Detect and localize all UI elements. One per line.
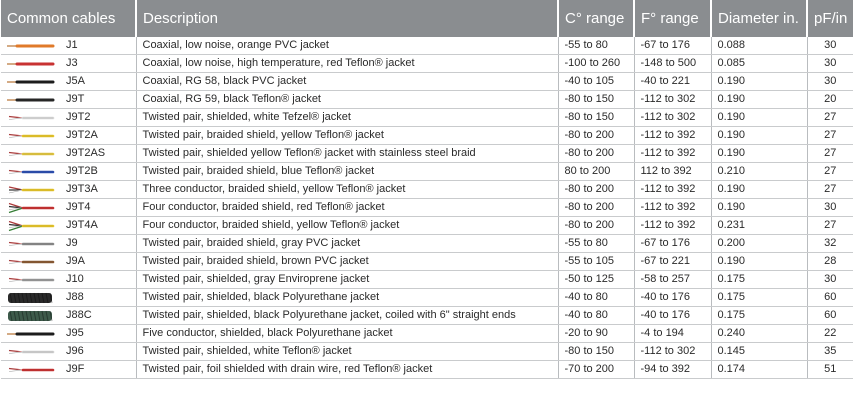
cell-diameter: 0.085 — [711, 55, 807, 73]
coiled-green-icon — [5, 307, 55, 324]
cable-code: J9T — [66, 93, 85, 105]
cell-f-range: -67 to 176 — [634, 37, 711, 55]
cell-c-range: -80 to 200 — [558, 217, 634, 235]
cell-description: Twisted pair, braided shield, blue Teflon® jacket — [136, 163, 558, 181]
cell-pf: 30 — [807, 73, 853, 91]
cell-pf: 60 — [807, 289, 853, 307]
cable-code: J9 — [66, 237, 78, 249]
cell-f-range: -112 to 392 — [634, 199, 711, 217]
twisted-pair-red-icon — [5, 361, 55, 378]
cell-pf: 60 — [807, 307, 853, 325]
cell-cable — [1, 37, 136, 55]
coax-orange-icon — [5, 37, 55, 54]
cell-cable — [1, 271, 136, 289]
cell-f-range: -67 to 221 — [634, 253, 711, 271]
cell-pf: 20 — [807, 91, 853, 109]
table-row — [1, 217, 853, 235]
cable-code: J88 — [66, 291, 84, 303]
table-row — [1, 307, 853, 325]
table-header-row — [1, 0, 853, 37]
cell-description: Twisted pair, braided shield, yellow Teflon® jacket — [136, 127, 558, 145]
cell-f-range: -112 to 302 — [634, 109, 711, 127]
cell-pf: 30 — [807, 55, 853, 73]
twisted-pair-blue-icon — [5, 163, 55, 180]
cell-pf: 27 — [807, 145, 853, 163]
cell-f-range: -4 to 194 — [634, 325, 711, 343]
cell-cable — [1, 361, 136, 379]
cell-c-range: -40 to 80 — [558, 289, 634, 307]
cell-f-range: 112 to 392 — [634, 163, 711, 181]
twisted-pair-brown-icon — [5, 253, 55, 270]
cell-c-range: -80 to 200 — [558, 127, 634, 145]
coiled-black-icon — [5, 289, 55, 306]
cell-c-range: -80 to 150 — [558, 91, 634, 109]
table-row — [1, 181, 853, 199]
cell-c-range: -100 to 260 — [558, 55, 634, 73]
cell-pf: 28 — [807, 253, 853, 271]
cell-description: Coaxial, RG 59, black Teflon® jacket — [136, 91, 558, 109]
cell-description: Twisted pair, shielded, white Tefzel® jacket — [136, 109, 558, 127]
cell-description: Twisted pair, braided shield, brown PVC jacket — [136, 253, 558, 271]
cell-f-range: -112 to 392 — [634, 145, 711, 163]
cell-description: Coaxial, low noise, high temperature, red Teflon® jacket — [136, 55, 558, 73]
cable-code: J9T2A — [66, 129, 98, 141]
cable-code: J95 — [66, 327, 84, 339]
cell-description: Twisted pair, braided shield, gray PVC jacket — [136, 235, 558, 253]
cell-description: Twisted pair, shielded, black Polyurethane jacket — [136, 289, 558, 307]
cell-diameter: 0.190 — [711, 181, 807, 199]
cable-code: J9T4A — [66, 219, 98, 231]
cell-c-range: -70 to 200 — [558, 361, 634, 379]
cell-diameter: 0.190 — [711, 253, 807, 271]
cell-description: Five conductor, shielded, black Polyurethane jacket — [136, 325, 558, 343]
cell-pf: 27 — [807, 163, 853, 181]
twisted-pair-yellow-icon — [5, 127, 55, 144]
cell-f-range: -112 to 392 — [634, 181, 711, 199]
cell-diameter: 0.231 — [711, 217, 807, 235]
cable-code: J9T2 — [66, 111, 91, 123]
cell-diameter: 0.210 — [711, 163, 807, 181]
cable-code: J9T4 — [66, 201, 91, 213]
table-row — [1, 37, 853, 55]
cell-pf: 27 — [807, 109, 853, 127]
cell-pf: 30 — [807, 37, 853, 55]
cell-diameter: 0.174 — [711, 361, 807, 379]
cell-cable — [1, 325, 136, 343]
cell-pf: 30 — [807, 199, 853, 217]
cell-description: Four conductor, braided shield, yellow Teflon® jacket — [136, 217, 558, 235]
header-c-range: C° range — [558, 0, 634, 37]
four-conductor-red-icon — [5, 199, 55, 216]
cell-cable — [1, 181, 136, 199]
cell-cable — [1, 109, 136, 127]
cell-description: Twisted pair, shielded yellow Teflon® jacket with stainless steel braid — [136, 145, 558, 163]
cell-c-range: -55 to 80 — [558, 235, 634, 253]
twisted-pair-white-icon — [5, 343, 55, 360]
table-row — [1, 55, 853, 73]
cell-cable — [1, 145, 136, 163]
cell-description: Coaxial, RG 58, black PVC jacket — [136, 73, 558, 91]
cable-code: J3 — [66, 57, 78, 69]
cell-cable — [1, 289, 136, 307]
cell-cable — [1, 217, 136, 235]
cell-description: Twisted pair, shielded, white Teflon® jacket — [136, 343, 558, 361]
cell-c-range: -80 to 200 — [558, 181, 634, 199]
cell-cable — [1, 235, 136, 253]
cell-f-range: -94 to 392 — [634, 361, 711, 379]
cell-pf: 32 — [807, 235, 853, 253]
cell-description: Coaxial, low noise, orange PVC jacket — [136, 37, 558, 55]
table-row — [1, 235, 853, 253]
coax-black-icon — [5, 73, 55, 90]
cell-f-range: -40 to 176 — [634, 289, 711, 307]
cell-pf: 27 — [807, 217, 853, 235]
cell-diameter: 0.190 — [711, 199, 807, 217]
cell-f-range: -112 to 302 — [634, 343, 711, 361]
cell-f-range: -67 to 176 — [634, 235, 711, 253]
twisted-pair-gray-icon — [5, 235, 55, 252]
cell-description: Twisted pair, shielded, gray Enviroprene jacket — [136, 271, 558, 289]
cell-cable — [1, 253, 136, 271]
cell-description: Twisted pair, foil shielded with drain wire, red Teflon® jacket — [136, 361, 558, 379]
cable-code: J9A — [66, 255, 85, 267]
cell-cable — [1, 307, 136, 325]
cell-cable — [1, 73, 136, 91]
cell-cable — [1, 55, 136, 73]
table-row — [1, 343, 853, 361]
table-row — [1, 325, 853, 343]
cell-f-range: -40 to 221 — [634, 73, 711, 91]
cell-diameter: 0.240 — [711, 325, 807, 343]
cell-c-range: -40 to 105 — [558, 73, 634, 91]
cell-c-range: -40 to 80 — [558, 307, 634, 325]
table-row — [1, 289, 853, 307]
cell-diameter: 0.190 — [711, 109, 807, 127]
cell-pf: 27 — [807, 181, 853, 199]
four-conductor-yellow-icon — [5, 217, 55, 234]
cell-diameter: 0.088 — [711, 37, 807, 55]
cell-c-range: -80 to 200 — [558, 145, 634, 163]
coax-red-icon — [5, 55, 55, 72]
cell-f-range: -112 to 392 — [634, 217, 711, 235]
cell-cable — [1, 163, 136, 181]
cell-cable — [1, 343, 136, 361]
header-diameter: Diameter in. — [711, 0, 807, 37]
cell-pf: 22 — [807, 325, 853, 343]
header-common-cables: Common cables — [1, 0, 136, 37]
cell-c-range: -50 to 125 — [558, 271, 634, 289]
cell-c-range: -80 to 150 — [558, 343, 634, 361]
cell-diameter: 0.145 — [711, 343, 807, 361]
cell-pf: 30 — [807, 271, 853, 289]
table-row — [1, 199, 853, 217]
cable-code: J5A — [66, 75, 85, 87]
cable-code: J1 — [66, 39, 78, 51]
cell-f-range: -112 to 392 — [634, 127, 711, 145]
table-row — [1, 163, 853, 181]
table-row — [1, 361, 853, 379]
coax-black-icon — [5, 91, 55, 108]
cable-code: J9F — [66, 363, 85, 375]
table-row — [1, 91, 853, 109]
table-row — [1, 253, 853, 271]
cell-diameter: 0.190 — [711, 91, 807, 109]
cell-f-range: -112 to 302 — [634, 91, 711, 109]
twisted-pair-gray-icon — [5, 271, 55, 288]
cable-code: J9T2B — [66, 165, 98, 177]
cable-spec-table — [1, 0, 853, 379]
cell-description: Twisted pair, shielded, black Polyurethane jacket, coiled with 6" straight ends — [136, 307, 558, 325]
cell-cable — [1, 199, 136, 217]
table-row — [1, 127, 853, 145]
header-f-range: F° range — [634, 0, 711, 37]
cell-diameter: 0.190 — [711, 73, 807, 91]
cable-code: J9T3A — [66, 183, 98, 195]
coax-black-icon — [5, 325, 55, 342]
cell-diameter: 0.190 — [711, 145, 807, 163]
cable-code: J10 — [66, 273, 84, 285]
cell-pf: 51 — [807, 361, 853, 379]
twisted-pair-white-icon — [5, 109, 55, 126]
table-row — [1, 73, 853, 91]
cell-diameter: 0.190 — [711, 127, 807, 145]
cell-c-range: 80 to 200 — [558, 163, 634, 181]
cell-c-range: -55 to 105 — [558, 253, 634, 271]
cell-diameter: 0.175 — [711, 289, 807, 307]
cell-f-range: -148 to 500 — [634, 55, 711, 73]
cell-f-range: -58 to 257 — [634, 271, 711, 289]
cell-pf: 27 — [807, 127, 853, 145]
cable-code: J88C — [66, 309, 92, 321]
table-row — [1, 271, 853, 289]
cell-c-range: -80 to 150 — [558, 109, 634, 127]
table-row — [1, 109, 853, 127]
three-conductor-yellow-icon — [5, 181, 55, 198]
header-pf: pF/in — [807, 0, 853, 37]
cell-diameter: 0.200 — [711, 235, 807, 253]
table-row — [1, 145, 853, 163]
cell-description: Three conductor, braided shield, yellow Teflon® jacket — [136, 181, 558, 199]
cell-description: Four conductor, braided shield, red Teflon® jacket — [136, 199, 558, 217]
cable-code: J9T2AS — [66, 147, 106, 159]
header-description: Description — [136, 0, 558, 37]
twisted-pair-yellow-icon — [5, 145, 55, 162]
cell-c-range: -20 to 90 — [558, 325, 634, 343]
cell-cable — [1, 127, 136, 145]
cell-cable — [1, 91, 136, 109]
cell-diameter: 0.175 — [711, 271, 807, 289]
cell-f-range: -40 to 176 — [634, 307, 711, 325]
cell-diameter: 0.175 — [711, 307, 807, 325]
cable-code: J96 — [66, 345, 84, 357]
cell-pf: 35 — [807, 343, 853, 361]
cell-c-range: -80 to 200 — [558, 199, 634, 217]
cell-c-range: -55 to 80 — [558, 37, 634, 55]
